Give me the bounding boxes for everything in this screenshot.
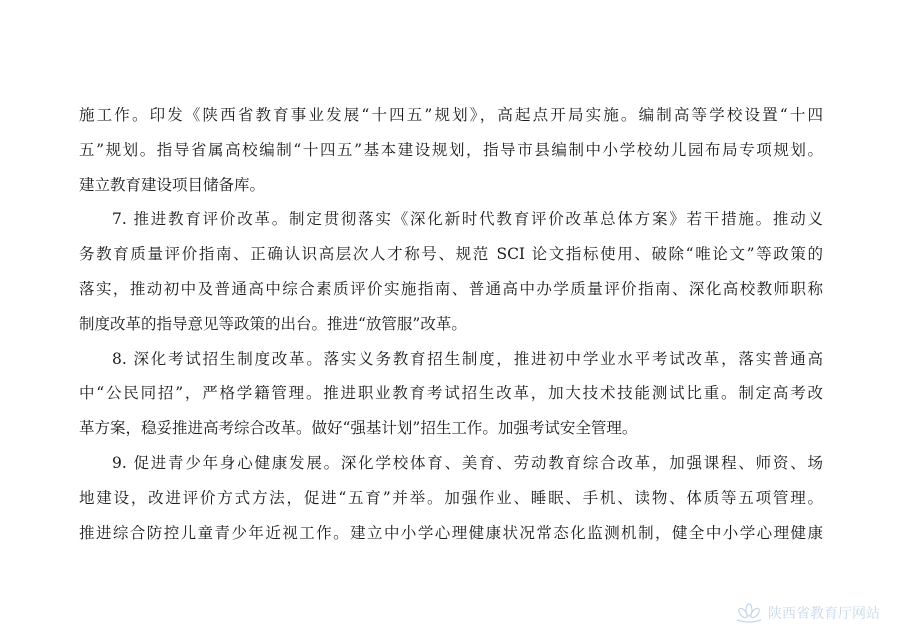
text-line: 务教育质量评价指南、正确认识高层次人才称号、规范 SCI 论文指标使用、破除“唯论文”等政策的 bbox=[79, 245, 823, 264]
watermark-text: 陕西省教育厅网站 bbox=[768, 606, 880, 622]
text-line: 中“公民同招”，严格学籍管理。推进职业教育考试招生改革，加大技术技能测试比重。制定高考改 bbox=[79, 384, 823, 403]
text-line: 推进综合防控儿童青少年近视工作。建立中小学心理健康状况常态化监测机制，健全中小学心理健康 bbox=[79, 523, 823, 542]
text-line: 8. 深化考试招生制度改革。落实义务教育招生制度，推进初中学业水平考试改革，落实普通高 bbox=[112, 349, 823, 368]
text-line: 落实，推动初中及普通高中综合素质评价实施指南、普通高中办学质量评价指南、深化高校教师职称 bbox=[79, 279, 823, 298]
text-line: 9. 促进青少年身心健康发展。深化学校体育、美育、劳动教育综合改革，加强课程、师资、场 bbox=[112, 453, 823, 472]
text-line: 建立教育建设项目储备库。 bbox=[79, 175, 266, 194]
text-line: 地建设，改进评价方式方法，促进“五育”并举。加强作业、睡眠、手机、读物、体质等五项管理。 bbox=[79, 488, 823, 507]
text-line: 施工作。印发《陕西省教育事业发展“十四五”规划》，高起点开局实施。编制高等学校设置“十四 bbox=[79, 106, 823, 124]
document-body bbox=[79, 98, 823, 550]
text-line: 五”规划。指导省属高校编制“十四五”基本建设规划，指导市县编制中小学校幼儿园布局专项规划。 bbox=[79, 140, 823, 159]
text-line: 制度改革的指导意见等政策的出台。推进“放管服”改革。 bbox=[79, 314, 467, 333]
flower-logo-icon bbox=[734, 602, 764, 624]
watermark bbox=[734, 600, 880, 626]
text-line: 7. 推进教育评价改革。制定贯彻落实《深化新时代教育评价改革总体方案》若干措施。推动义 bbox=[112, 210, 823, 229]
text-line: 革方案，稳妥推进高考综合改革。做好“强基计划”招生工作。加强考试安全管理。 bbox=[79, 419, 638, 438]
